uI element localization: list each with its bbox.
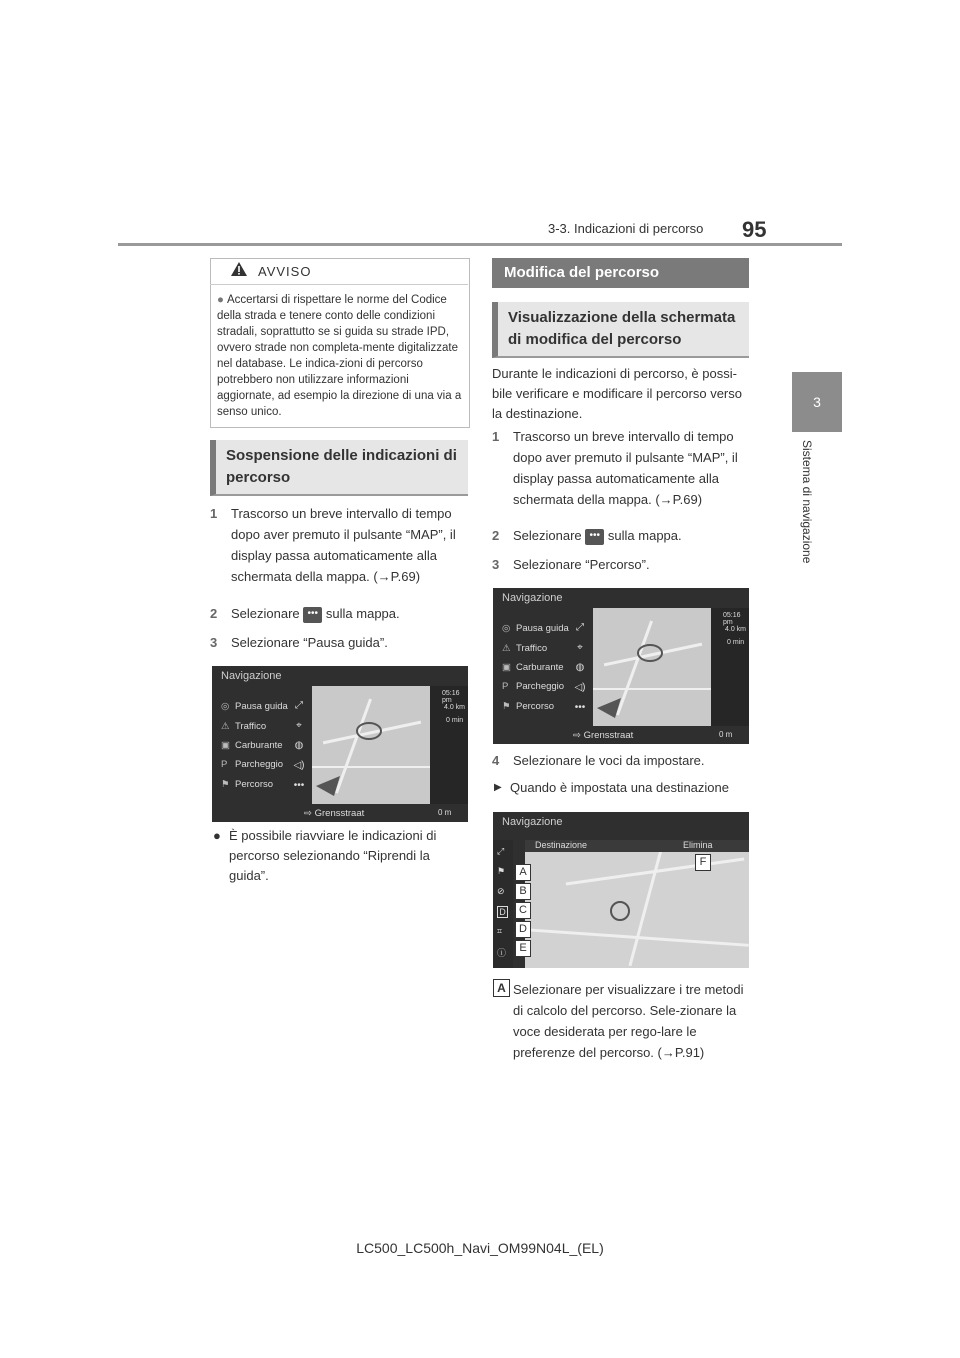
fullscreen-icon[interactable]: ⤢ — [497, 846, 505, 856]
menu-percorso[interactable]: ⚑ Percorso — [221, 779, 274, 790]
right-intro: Durante le indicazioni di percorso, è possi-bile verificare e modificare il percorso verso la destinazione. — [492, 366, 742, 421]
callout-d: D — [515, 921, 531, 938]
route-circle-icon — [635, 642, 665, 664]
next-street: ⇨ Grensstraat — [304, 808, 365, 819]
fullscreen-icon[interactable]: ⤢ — [295, 700, 303, 711]
map-controls — [569, 622, 591, 722]
step-text: Selezionare le voci da impostare. — [513, 753, 705, 768]
nav-title: Navigazione — [502, 816, 563, 828]
callout-e: E — [515, 940, 531, 957]
arrival-time: 05:16 pm — [442, 690, 460, 704]
nav-screenshot-edit-route — [493, 812, 749, 968]
traffic-icon: ⚠ — [502, 643, 511, 654]
detour-icon[interactable]: D — [497, 906, 508, 918]
destination-marker-icon — [607, 898, 633, 924]
warning-header — [210, 258, 468, 285]
vehicle-arrow-icon — [595, 696, 623, 720]
remaining-time: 0 min — [446, 717, 464, 724]
callout-c: C — [515, 902, 531, 919]
step-number: 3 — [210, 635, 218, 650]
route-circle-icon — [354, 720, 384, 742]
page-number: 95 — [742, 217, 767, 242]
right-step-3 — [492, 554, 750, 576]
route-info-panel — [430, 686, 468, 804]
left-step-1 — [210, 503, 468, 593]
callout-a-label: A — [493, 979, 510, 997]
fullscreen-icon[interactable]: ⤢ — [576, 622, 584, 633]
bottom-distance: 0 m — [438, 808, 452, 817]
right-main-heading: Modifica del percorso — [492, 258, 749, 288]
fuel-icon: ▣ — [502, 662, 511, 673]
document-footer: LC500_LC500h_Navi_OM99N04L_(EL) — [356, 1240, 604, 1256]
info-icon[interactable]: ⓘ — [497, 948, 507, 958]
delete-button[interactable]: Elimina — [683, 840, 713, 850]
map-view[interactable] — [525, 840, 749, 968]
nav-title: Navigazione — [221, 670, 282, 682]
step-text: Selezionare ••• sulla mappa. — [513, 528, 682, 543]
header-divider — [118, 243, 842, 246]
chapter-tab: 3 — [792, 372, 842, 432]
menu-pausa-guida[interactable]: ◎ Pausa guida — [502, 623, 569, 634]
left-section-heading: Sospensione delle indicazioni di percorso — [210, 440, 468, 496]
step-text: Selezionare “Pausa guida”. — [231, 635, 388, 650]
menu-traffico[interactable]: ⚠ Traffico — [221, 721, 267, 732]
map-view[interactable] — [312, 686, 430, 804]
search-icon[interactable]: ◍ — [294, 740, 304, 751]
step-number: 4 — [492, 753, 500, 768]
callout-a-description: Selezionare per visualizzare i tre metodi di calcolo del percorso. Sele-zionare la voce desiderata per rego-lare le preferenze del percorso. (→P.91) — [513, 982, 744, 1060]
map-controls — [288, 700, 310, 800]
location-icon[interactable]: ⌖ — [577, 642, 583, 653]
remaining-distance: 4.0 km — [444, 704, 466, 711]
callout-f: F — [695, 854, 711, 871]
menu-parcheggio[interactable]: P Parcheggio — [502, 681, 565, 692]
chapter-label: Sistema di navigazione — [800, 440, 814, 564]
menu-percorso[interactable]: ⚑ Percorso — [502, 701, 555, 712]
more-options-icon: ••• — [585, 529, 604, 545]
volume-icon[interactable]: ◁) — [574, 682, 586, 693]
menu-traffico[interactable]: ⚠ Traffico — [502, 643, 548, 654]
warning-icon — [230, 261, 248, 280]
route-info-panel — [711, 608, 749, 726]
parking-icon: P — [221, 759, 228, 770]
step-text: Trascorso un breve intervallo di tempo dopo aver premuto il pulsante “MAP”, il display passa automaticamente alla schermata della mappa. (→P.69) — [513, 429, 738, 507]
nav-screenshot-route — [493, 588, 749, 744]
right-step-1 — [492, 426, 750, 516]
callout-a: A — [515, 864, 531, 881]
nav-title: Navigazione — [502, 592, 563, 604]
step-text: Selezionare “Percorso”. — [513, 557, 650, 572]
step-text: Selezionare ••• sulla mappa. — [231, 606, 400, 621]
fuel-icon: ▣ — [221, 740, 230, 751]
vehicle-arrow-icon — [314, 774, 342, 798]
traffic-icon: ⚠ — [221, 721, 230, 732]
step-text: Trascorso un breve intervallo di tempo dopo aver premuto il pulsante “MAP”, il display passa automaticamente alla schermata della mappa. (→P.69) — [231, 506, 456, 584]
map-view[interactable] — [593, 608, 711, 726]
menu-carburante[interactable]: ▣ Carburante — [502, 662, 564, 673]
left-step-2 — [210, 603, 468, 625]
search-icon[interactable]: ◍ — [575, 662, 585, 673]
step-number: 1 — [210, 506, 218, 521]
warning-text-block — [217, 292, 462, 420]
arrow-item-text: Quando è impostata una destinazione — [510, 780, 729, 795]
remaining-time: 0 min — [727, 639, 745, 646]
nav-screenshot-pause — [212, 666, 468, 822]
right-step-2 — [492, 525, 750, 547]
warning-title: AVVISO — [258, 264, 312, 279]
menu-parcheggio[interactable]: P Parcheggio — [221, 759, 284, 770]
more-icon[interactable]: ••• — [293, 780, 305, 791]
step-number: 3 — [492, 557, 500, 572]
location-icon[interactable]: ⌖ — [296, 720, 302, 731]
remaining-distance: 4.0 km — [725, 626, 747, 633]
more-icon[interactable]: ••• — [574, 702, 586, 713]
pause-guidance-icon: ◎ — [502, 623, 511, 634]
volume-icon[interactable]: ◁) — [293, 760, 305, 771]
triangle-bullet-icon: ▶ — [494, 782, 502, 793]
left-step-3 — [210, 632, 468, 654]
edit-side-controls — [493, 840, 513, 968]
bullet-icon: ● — [217, 294, 224, 306]
bottom-distance: 0 m — [719, 730, 733, 739]
step-number: 1 — [492, 429, 500, 444]
destination-label: Destinazione — [535, 840, 588, 850]
step-number: 2 — [492, 528, 500, 543]
next-street: ⇨ Grensstraat — [573, 730, 634, 741]
more-options-icon: ••• — [303, 607, 322, 623]
destination-bar — [525, 840, 749, 852]
right-sub-heading: Visualizzazione della schermata di modifica del percorso — [492, 302, 749, 358]
route-options-icon[interactable]: ⚑ — [497, 866, 506, 876]
menu-carburante[interactable]: ▣ Carburante — [221, 740, 283, 751]
route-icon: ⚑ — [502, 701, 511, 712]
arrival-time: 05:16 pm — [723, 612, 741, 626]
parking-icon: P — [502, 681, 509, 692]
bullet-icon: ● — [213, 828, 221, 843]
turn-list-icon[interactable]: ⌗ — [497, 926, 503, 936]
route-icon: ⚑ — [221, 779, 230, 790]
section-title: 3-3. Indicazioni di percorso — [548, 221, 704, 236]
bullet-text: È possibile riavviare le indicazioni di percorso selezionando “Riprendi la guida”. — [229, 828, 437, 883]
avoid-icon[interactable]: ⊘ — [497, 886, 505, 896]
menu-pausa-guida[interactable]: ◎ Pausa guida — [221, 701, 288, 712]
callout-b: B — [515, 883, 531, 900]
warning-text: Accertarsi di rispettare le norme del Codice della strada e tenere conto delle condizioni stradali, soprattutto se si guida su strade IPD, ovvero strade non completa-mente digitalizzate nel database. Le indica-zioni di percorso potrebbero non utilizzare informazioni aggiornate, ad esempio la direzione di una via a senso unico. — [217, 294, 462, 418]
right-step-4 — [492, 750, 750, 772]
pause-guidance-icon: ◎ — [221, 701, 230, 712]
step-number: 2 — [210, 606, 218, 621]
